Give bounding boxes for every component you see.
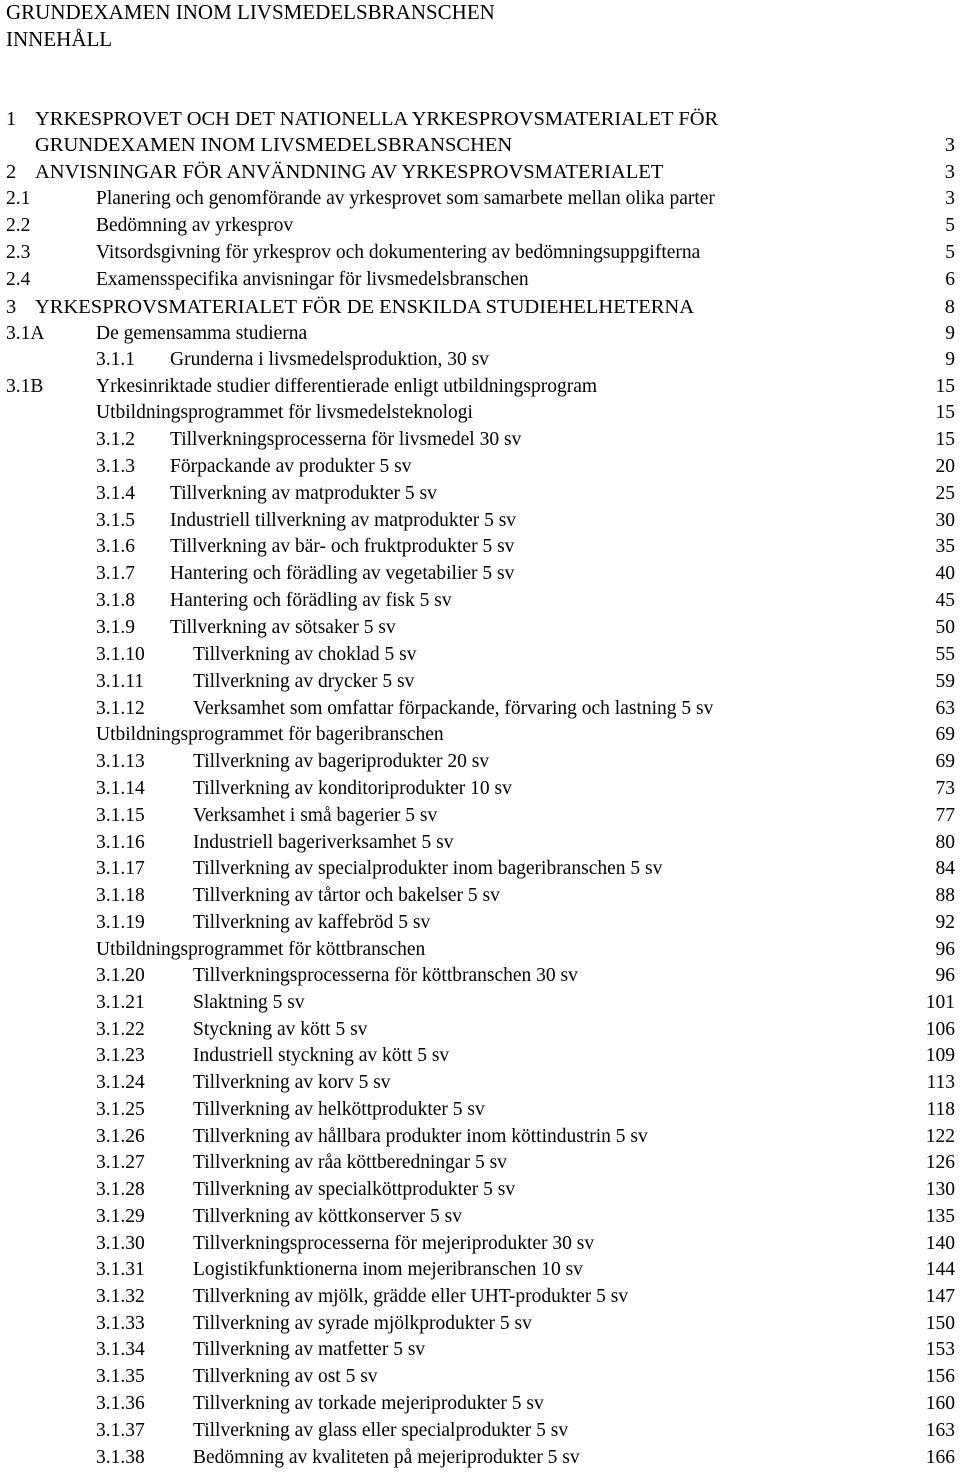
toc-entry[interactable]	[0, 106, 960, 132]
toc-entry-number: 3.1.9	[96, 617, 135, 638]
toc-entry-title: Tillverkning av drycker 5 sv	[193, 671, 415, 692]
toc-entry-page-number: 25	[935, 483, 955, 504]
toc-entry-title: De gemensamma studierna	[96, 323, 308, 344]
toc-entry-title: Tillverkning av köttkonserver 5 sv	[193, 1206, 463, 1227]
toc-entry-number: 2.2	[6, 215, 31, 236]
toc-entry[interactable]	[0, 642, 960, 668]
toc-entry-page-number: 9	[945, 323, 955, 344]
toc-entry-title: YRKESPROVET OCH DET NATIONELLA YRKESPROVSMATERIALET FÖR	[35, 108, 719, 130]
toc-entry-number: 3.1.35	[96, 1366, 145, 1387]
toc-entry-title: Tillverkning av matprodukter 5 sv	[170, 483, 437, 504]
toc-entry-page-number: 6	[945, 269, 955, 290]
toc-entry[interactable]	[0, 1364, 960, 1390]
toc-entry-number: 3.1.10	[96, 644, 145, 665]
toc-entry-title: GRUNDEXAMEN INOM LIVSMEDELSBRANSCHEN	[35, 134, 513, 156]
toc-entry-page-number: 163	[925, 1420, 955, 1441]
toc-entry-title: Utbildningsprogrammet för bageribranschen	[96, 724, 444, 745]
toc-entry-number: 3.1.1	[96, 349, 135, 370]
toc-entry[interactable]	[0, 400, 960, 426]
toc-entry[interactable]	[0, 1257, 960, 1283]
toc-entry-number: 3.1.28	[96, 1179, 145, 1200]
toc-entry-page-number: 80	[935, 832, 955, 853]
toc-entry-title: Tillverkning av helköttprodukter 5 sv	[193, 1099, 485, 1120]
toc-entry[interactable]	[0, 963, 960, 989]
toc-entry-page-number: 3	[945, 188, 955, 209]
toc-entry[interactable]	[0, 1418, 960, 1444]
toc-entry-title: Tillverkning av syrade mjölkprodukter 5 sv	[193, 1313, 532, 1334]
toc-entry-title: Förpackande av produkter 5 sv	[170, 456, 412, 477]
toc-entry-title: Tillverkning av specialköttprodukter 5 sv	[193, 1179, 516, 1200]
toc-entry-title: Tillverkning av sötsaker 5 sv	[170, 617, 396, 638]
toc-entry-number: 3.1.21	[96, 992, 145, 1013]
toc-entry[interactable]	[0, 803, 960, 829]
toc-entry-page-number: 92	[935, 912, 955, 933]
toc-entry-number: 3.1.26	[96, 1126, 145, 1147]
toc-entry-page-number: 166	[925, 1447, 955, 1468]
toc-entry-page-number: 15	[935, 402, 955, 423]
toc-entry[interactable]	[0, 1070, 960, 1096]
toc-entry-title: Tillverkning av bär- och fruktprodukter 5 sv	[170, 536, 515, 557]
toc-entry-title: Industriell styckning av kött 5 sv	[193, 1045, 450, 1066]
toc-entry-page-number: 101	[925, 992, 955, 1013]
toc-entry-title: Tillverkning av matfetter 5 sv	[193, 1339, 426, 1360]
toc-entry[interactable]	[0, 776, 960, 802]
toc-entry-page-number: 69	[935, 751, 955, 772]
toc-entry[interactable]	[0, 1097, 960, 1123]
toc-entry-number: 3.1.4	[96, 483, 135, 504]
toc-entry-page-number: 160	[925, 1393, 955, 1414]
toc-entry-title: Tillverkningsprocesserna för mejeriprodukter 30 sv	[193, 1233, 595, 1254]
toc-entry-page-number: 30	[935, 510, 955, 531]
toc-entry-number: 3.1.3	[96, 456, 135, 477]
toc-entry-title: Tillverkningsprocesserna för köttbranschen 30 sv	[193, 965, 578, 986]
toc-entry-number: 3.1.37	[96, 1420, 145, 1441]
toc-entry[interactable]	[0, 1391, 960, 1417]
toc-entry-page-number: 153	[925, 1339, 955, 1360]
toc-entry-page-number: 3	[944, 134, 955, 156]
toc-entry-page-number: 106	[925, 1019, 955, 1040]
toc-entry-title: Tillverkningsprocesserna för livsmedel 30 sv	[170, 429, 522, 450]
toc-entry-number: 3.1.33	[96, 1313, 145, 1334]
toc-entry-title: Tillverkning av hållbara produkter inom köttindustrin 5 sv	[193, 1126, 648, 1147]
toc-entry-number: 3.1.12	[96, 698, 145, 719]
toc-entry-number: 2.3	[6, 242, 31, 263]
toc-entry-page-number: 3	[944, 161, 955, 183]
toc-entry[interactable]	[0, 481, 960, 507]
toc-entry[interactable]	[0, 588, 960, 614]
toc-entry-number: 3.1.38	[96, 1447, 145, 1468]
toc-entry[interactable]	[0, 990, 960, 1016]
toc-entry-page-number: 122	[925, 1126, 955, 1147]
toc-entry-title: Tillverkning av korv 5 sv	[193, 1072, 391, 1093]
toc-entry-number: 2.4	[6, 269, 31, 290]
toc-entry[interactable]	[0, 267, 960, 293]
toc-entry[interactable]	[0, 561, 960, 587]
toc-entry-number: 3.1.14	[96, 778, 145, 799]
toc-entry-page-number: 130	[925, 1179, 955, 1200]
toc-entry[interactable]	[0, 1150, 960, 1176]
toc-entry-page-number: 118	[926, 1099, 955, 1120]
toc-heading: INNEHÅLL	[6, 27, 113, 51]
toc-entry-page-number: 84	[935, 858, 955, 879]
toc-entry[interactable]	[0, 508, 960, 534]
toc-entry[interactable]	[0, 347, 960, 373]
toc-entry-number: 3.1.7	[96, 563, 135, 584]
toc-entry-page-number: 45	[935, 590, 955, 611]
toc-entry-number: 1	[6, 108, 17, 130]
toc-entry-page-number: 150	[925, 1313, 955, 1334]
toc-entry-number: 3.1.24	[96, 1072, 145, 1093]
toc-entry-number: 3.1.18	[96, 885, 145, 906]
toc-entry-title: Grunderna i livsmedelsproduktion, 30 sv	[170, 349, 489, 370]
toc-entry-title: Tillverkning av konditoriprodukter 10 sv	[193, 778, 512, 799]
toc-entry-page-number: 15	[935, 376, 955, 397]
toc-entry-number: 3.1.17	[96, 858, 145, 879]
toc-entry-number: 3.1.2	[96, 429, 135, 450]
toc-entry[interactable]	[0, 427, 960, 453]
toc-entry-page-number: 77	[935, 805, 955, 826]
toc-entry-title: Tillverkning av torkade mejeriprodukter 5 sv	[193, 1393, 544, 1414]
toc-entry-number: 3.1.32	[96, 1286, 145, 1307]
toc-entry-title: Slaktning 5 sv	[193, 992, 305, 1013]
toc-entry-page-number: 144	[925, 1259, 955, 1280]
toc-entry-title: Verksamhet i små bagerier 5 sv	[193, 805, 438, 826]
toc-entry-page-number: 135	[925, 1206, 955, 1227]
toc-entry-title: Logistikfunktionerna inom mejeribranschen 10 sv	[193, 1259, 583, 1280]
toc-entry-number: 3.1.22	[96, 1019, 145, 1040]
toc-entry-number: 3.1.5	[96, 510, 135, 531]
toc-entry-title: Utbildningsprogrammet för köttbranschen	[96, 939, 426, 960]
toc-entry-title: ANVISNINGAR FÖR ANVÄNDNING AV YRKESPROVSMATERIALET	[35, 161, 664, 183]
toc-entry[interactable]	[0, 374, 960, 400]
toc-entry[interactable]	[0, 534, 960, 560]
toc-entry-page-number: 15	[935, 429, 955, 450]
toc-entry[interactable]	[0, 1337, 960, 1363]
toc-entry[interactable]	[0, 213, 960, 239]
toc-entry[interactable]	[0, 240, 960, 266]
toc-entry[interactable]	[0, 1311, 960, 1337]
toc-entry[interactable]	[0, 883, 960, 909]
toc-entry-title: Planering och genomförande av yrkesprovet som samarbete mellan olika parter	[96, 188, 715, 209]
toc-entry-page-number: 50	[935, 617, 955, 638]
toc-entry-number: 3	[6, 296, 17, 318]
toc-entry[interactable]	[0, 294, 960, 320]
toc-entry-title: Industriell bageriverksamhet 5 sv	[193, 832, 454, 853]
toc-entry-number: 3.1.15	[96, 805, 145, 826]
toc-entry-title: Hantering och förädling av vegetabilier 5 sv	[170, 563, 515, 584]
toc-entry-page-number: 63	[935, 698, 955, 719]
toc-entry-page-number: 96	[935, 965, 955, 986]
toc-entry-title: Styckning av kött 5 sv	[193, 1019, 368, 1040]
toc-entry[interactable]	[0, 696, 960, 722]
toc-entry[interactable]	[0, 937, 960, 963]
toc-entry-title: Tillverkning av råa köttberedningar 5 sv	[193, 1152, 507, 1173]
toc-entry-number: 3.1.25	[96, 1099, 145, 1120]
toc-entry-page-number: 156	[925, 1366, 955, 1387]
toc-entry-number: 3.1.11	[96, 671, 145, 692]
toc-entry-page-number: 55	[935, 644, 955, 665]
toc-entry-page-number: 147	[925, 1286, 955, 1307]
toc-entry[interactable]	[0, 159, 960, 185]
toc-entry[interactable]	[0, 1017, 960, 1043]
toc-entry[interactable]	[0, 1231, 960, 1257]
toc-entry[interactable]	[0, 186, 960, 212]
toc-entry-page-number: 20	[935, 456, 955, 477]
toc-entry-title: Tillverkning av mjölk, grädde eller UHT-produkter 5 sv	[193, 1286, 629, 1307]
toc-entry-page-number: 140	[925, 1233, 955, 1254]
toc-entry-number: 3.1B	[6, 376, 44, 397]
toc-entry-page-number: 126	[925, 1152, 955, 1173]
toc-entry-page-number: 73	[935, 778, 955, 799]
toc-entry-page-number: 5	[945, 242, 955, 263]
toc-entry-title: Tillverkning av kaffebröd 5 sv	[193, 912, 431, 933]
toc-entry[interactable]	[0, 1177, 960, 1203]
toc-entry[interactable]	[0, 1043, 960, 1069]
toc-entry-title: Utbildningsprogrammet för livsmedelsteknologi	[96, 402, 473, 423]
toc-entry-page-number: 113	[926, 1072, 955, 1093]
toc-entry-title: Tillverkning av ost 5 sv	[193, 1366, 378, 1387]
toc-entry-title: Yrkesinriktade studier differentierade enligt utbildningsprogram	[96, 376, 598, 397]
toc-entry-number: 3.1A	[6, 323, 45, 344]
toc-entry-page-number: 69	[935, 724, 955, 745]
toc-entry[interactable]	[0, 856, 960, 882]
toc-entry[interactable]	[0, 1284, 960, 1310]
toc-entry-number: 2	[6, 161, 17, 183]
toc-entry-number: 3.1.20	[96, 965, 145, 986]
toc-entry-number: 3.1.19	[96, 912, 145, 933]
toc-entry-number: 3.1.36	[96, 1393, 145, 1414]
toc-entry-page-number: 8	[944, 296, 955, 318]
toc-entry-page-number: 59	[935, 671, 955, 692]
toc-entry-number: 3.1.31	[96, 1259, 145, 1280]
toc-entry-title: Tillverkning av glass eller specialprodukter 5 sv	[193, 1420, 569, 1441]
toc-entry-number: 3.1.13	[96, 751, 145, 772]
document-header-title: GRUNDEXAMEN INOM LIVSMEDELSBRANSCHEN	[6, 0, 495, 24]
toc-entry-title: Tillverkning av tårtor och bakelser 5 sv	[193, 885, 500, 906]
toc-entry-number: 3.1.30	[96, 1233, 145, 1254]
toc-entry-number: 3.1.34	[96, 1339, 145, 1360]
toc-entry-number: 3.1.16	[96, 832, 145, 853]
toc-entry-title: Industriell tillverkning av matprodukter 5 sv	[170, 510, 517, 531]
toc-entry-number: 3.1.6	[96, 536, 135, 557]
toc-entry-page-number: 9	[945, 349, 955, 370]
toc-entry[interactable]	[0, 321, 960, 347]
toc-entry[interactable]	[0, 1445, 960, 1471]
toc-entry-page-number: 96	[935, 939, 955, 960]
toc-entry-page-number: 5	[945, 215, 955, 236]
toc-entry-title: Tillverkning av bageriprodukter 20 sv	[193, 751, 490, 772]
toc-entry-title: Bedömning av kvaliteten på mejeriprodukter 5 sv	[193, 1447, 580, 1468]
toc-entry-page-number: 88	[935, 885, 955, 906]
toc-entry-title: YRKESPROVSMATERIALET FÖR DE ENSKILDA STUDIEHELHETERNA	[35, 296, 695, 318]
toc-entry-title: Examensspecifika anvisningar för livsmedelsbranschen	[96, 269, 529, 290]
toc-entry[interactable]	[0, 669, 960, 695]
toc-entry-title: Verksamhet som omfattar förpackande, förvaring och lastning 5 sv	[193, 698, 714, 719]
toc-entry[interactable]	[0, 132, 960, 158]
toc-entry-title: Bedömning av yrkesprov	[96, 215, 294, 236]
toc-entry[interactable]	[0, 1204, 960, 1230]
toc-entry[interactable]	[0, 615, 960, 641]
toc-entry-page-number: 35	[935, 536, 955, 557]
toc-entry-title: Tillverkning av choklad 5 sv	[193, 644, 417, 665]
toc-entry-number: 3.1.23	[96, 1045, 145, 1066]
toc-entry-number: 3.1.27	[96, 1152, 145, 1173]
toc-entry-title: Hantering och förädling av fisk 5 sv	[170, 590, 452, 611]
toc-entry[interactable]	[0, 910, 960, 936]
toc-entry[interactable]	[0, 749, 960, 775]
toc-entry-page-number: 40	[935, 563, 955, 584]
toc-entry[interactable]	[0, 830, 960, 856]
toc-entry-number: 3.1.29	[96, 1206, 145, 1227]
toc-entry-title: Tillverkning av specialprodukter inom bageribranschen 5 sv	[193, 858, 663, 879]
toc-entry[interactable]	[0, 1124, 960, 1150]
toc-entry-page-number: 109	[925, 1045, 955, 1066]
toc-entry-number: 2.1	[6, 188, 31, 209]
toc-entry[interactable]	[0, 722, 960, 748]
toc-entry-number: 3.1.8	[96, 590, 135, 611]
toc-entry-title: Vitsordsgivning för yrkesprov och dokumentering av bedömningsuppgifterna	[96, 242, 701, 263]
toc-entry[interactable]	[0, 454, 960, 480]
